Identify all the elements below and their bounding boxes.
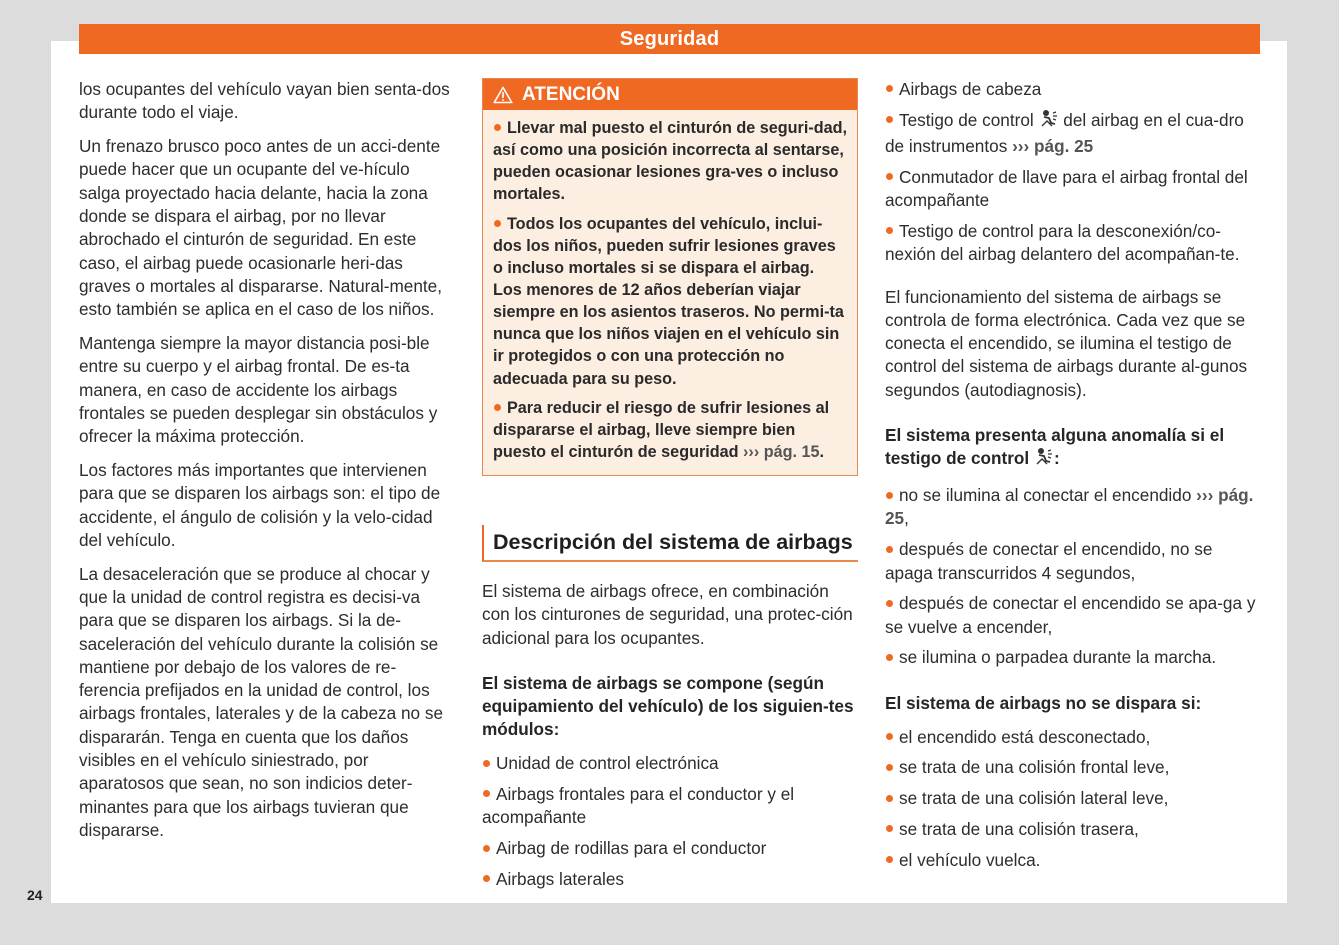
punctuation: . [819, 443, 824, 462]
list-item-text: después de conectar el encendido, no se apaga transcurridos 4 segundos, [885, 539, 1213, 583]
warning-item [493, 397, 847, 463]
list-item-text: después de conectar el encendido se apa-ga y se vuelve a encender, [885, 593, 1256, 637]
bullet-icon [483, 760, 490, 767]
list-item-text: se ilumina o parpadea durante la marcha. [899, 647, 1217, 668]
list-item [885, 756, 1261, 779]
paragraph: Los factores más importantes que intervienen para que se disparen los airbags son: el tipo de accidente, el ángulo de colisión y la velo-cidad del vehículo. [79, 459, 441, 550]
warning-item [493, 213, 847, 390]
list-item [482, 868, 858, 891]
bullet-icon [494, 124, 501, 131]
list-item [885, 592, 1261, 639]
bullet-icon [886, 116, 893, 123]
anomaly-list [885, 484, 1261, 670]
page-reference-link[interactable]: ››› pág. 25 [885, 485, 1254, 529]
page-reference-link[interactable]: ››› pág. 25 [1012, 136, 1094, 157]
left-column [79, 78, 455, 853]
list-item-text: Airbag de rodillas para el conductor [496, 838, 767, 859]
warning-body [483, 110, 857, 475]
anomaly-heading-text: El sistema presenta alguna anomalía si el testigo de control [885, 425, 1225, 469]
warning-item-text: Para reducir el riesgo de sufrir lesiones al dispararse el airbag, lleve siempre bien puesto el cinturón de seguridad [493, 399, 830, 462]
paragraph: Un frenazo brusco poco antes de un acci-dente puede hacer que un ocupante del ve-hículo salga proyectado hacia delante, hacia la zona donde se dispara el airbag, por no llevar abrochado el cinturón de seguridad. En este caso, el airbag puede ocasionarle heri-das graves o mortales al dispararse. Natural-mente, esto también se aplica en el caso de los niños. [79, 136, 443, 320]
list-item [885, 220, 1261, 267]
bullet-icon [886, 654, 893, 661]
list-item-text: el encendido está desconectado, [899, 726, 1151, 747]
list-item [885, 484, 1261, 531]
list-item-text: Airbags frontales para el conductor y el acompañante [482, 783, 795, 828]
bullet-icon [886, 85, 893, 92]
page-reference-link[interactable]: ››› pág. 15 [743, 443, 820, 462]
list-item-text: Airbags laterales [496, 868, 625, 889]
list-item [482, 752, 858, 775]
list-item-text: no se ilumina al conectar el encendido [899, 485, 1197, 506]
list-item [885, 849, 1261, 872]
list-item-text: se trata de una colisión lateral leve, [899, 788, 1169, 809]
warning-item-text: Todos los ocupantes del vehículo, inclui-dos los niños, pueden sufrir lesiones graves o incluso mortales si se dispara el airbag. Los menores de 12 años deberían viajar siempre en los asientos traseros. No permi-ta nunca que los niños viajen en el vehículo sin ir protegidos o con una protección no adecuada para su peso. [493, 214, 844, 388]
function-paragraph: El funcionamiento del sistema de airbags se controla de forma electrónica. Cada vez que se conecta el encendido, se ilumina el testigo de control del sistema de airbags durante al-gunos segundos (autodiagnosis). [885, 286, 1248, 400]
bullet-icon [886, 546, 893, 553]
modules-list [482, 752, 858, 891]
section-title: Descripción del sistema de airbags [482, 525, 858, 562]
punctuation: , [904, 508, 909, 529]
list-item-text: del airbag en el cua-dro de instrumentos [885, 109, 1244, 157]
punctuation: : [1053, 448, 1060, 469]
list-item [885, 787, 1261, 810]
list-item-text: el vehículo vuelca. [899, 849, 1041, 870]
airbag-warning-light-icon [1034, 447, 1054, 473]
list-item-text: se trata de una colisión trasera, [899, 818, 1139, 839]
list-item [885, 726, 1261, 749]
modules-list-continued [885, 78, 1261, 267]
bullet-icon [886, 492, 893, 499]
list-item-text: Airbags de cabeza [899, 79, 1042, 99]
paragraph: La desaceleración que se produce al chocar y que la unidad de control registra es decisi-va para que se disparen los airbags. Si la de-saceleración del vehículo durante la colisión se mantiene por debajo de los valores de re-ferencia prefijados en la unidad de control, los airbags frontales, laterales y de la cabeza no se dispararán. Tenga en cuenta que los daños visibles en el vehículo siniestrado, por aparatosos que sean, no son indicios deter-minantes para que los airbags tuvieran que dispararse. [79, 563, 444, 840]
list-item [482, 837, 858, 860]
list-item [885, 818, 1261, 841]
bullet-icon [886, 227, 893, 234]
bullet-icon [886, 795, 893, 802]
list-item-text: Unidad de control electrónica [496, 753, 719, 774]
list-item [885, 166, 1261, 213]
anomaly-heading [885, 424, 1261, 474]
list-item-text: se trata de una colisión frontal leve, [899, 757, 1170, 778]
warning-header [483, 79, 857, 110]
airbag-warning-light-icon [1039, 109, 1059, 135]
bullet-icon [886, 733, 893, 740]
bullet-icon [886, 764, 893, 771]
section-header: Seguridad [79, 24, 1260, 54]
right-column [885, 78, 1261, 880]
bullet-icon [494, 404, 501, 411]
list-item-text: Testigo de control para la desconexión/co-nexión del airbag delantero del acompañan-te. [885, 220, 1240, 265]
warning-box [482, 78, 858, 476]
bullet-icon [886, 600, 893, 607]
list-item-text: Conmutador de llave para el airbag frontal del acompañante [885, 166, 1248, 211]
paragraph: los ocupantes del vehículo vayan bien senta-dos durante todo el viaje. [79, 79, 450, 123]
bullet-icon [483, 875, 490, 882]
bullet-icon [886, 173, 893, 180]
list-item [885, 646, 1261, 669]
list-item [885, 538, 1261, 585]
list-item-text: Testigo de control [899, 109, 1039, 130]
warning-item [493, 117, 847, 205]
bullet-icon [483, 845, 490, 852]
list-item [482, 783, 858, 830]
list-item [885, 78, 1261, 101]
modules-heading: El sistema de airbags se compone (según equipamiento del vehículo) de los siguien-tes módulos: [482, 672, 854, 740]
warning-title: ATENCIÓN [522, 83, 620, 105]
bullet-icon [494, 220, 501, 227]
paragraph: Mantenga siempre la mayor distancia posi-ble entre su cuerpo y el airbag frontal. De es-ta manera, en caso de accidente los airbags frontales se pueden desplegar sin obstáculos y ofrecer la máxima protección. [79, 332, 438, 447]
bullet-icon [886, 825, 893, 832]
page-number: 24 [27, 887, 43, 903]
no-deploy-heading: El sistema de airbags no se dispara si: [885, 692, 1202, 713]
bullet-icon [886, 856, 893, 863]
no-deploy-list [885, 726, 1261, 872]
intro-paragraph: El sistema de airbags ofrece, en combinación con los cinturones de seguridad, una protec-ción adicional para los ocupantes. [482, 580, 853, 648]
middle-column [482, 78, 858, 899]
warning-triangle-icon [493, 86, 513, 104]
list-item [885, 109, 1261, 159]
warning-item-text: Llevar mal puesto el cinturón de seguri-dad, así como una posición incorrecta al sentarse, pueden ocasionar lesiones gra-ves o incluso mortales. [493, 119, 848, 204]
bullet-icon [483, 790, 490, 797]
